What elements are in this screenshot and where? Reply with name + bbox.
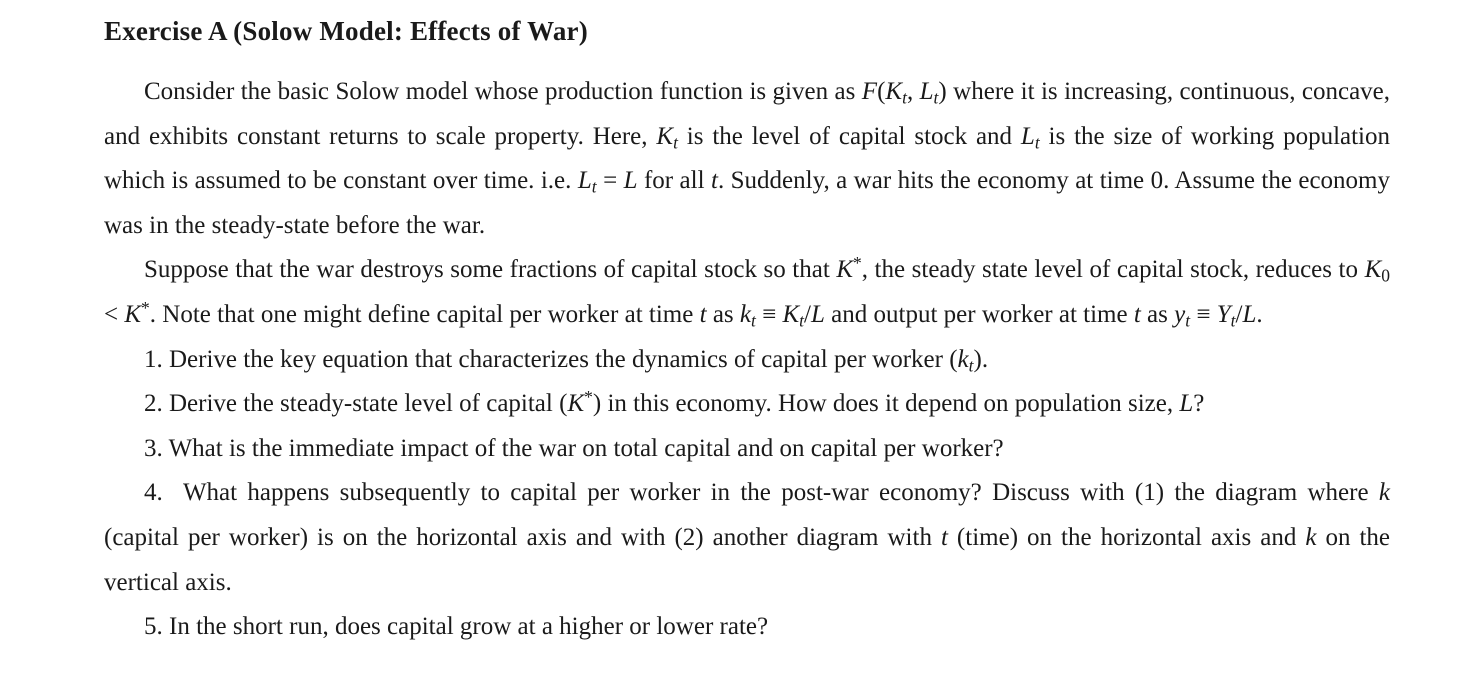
math-labor-constant: L: [577, 167, 592, 195]
question-item-5: 5. In the short run, does capital grow at a higher or lower rate?: [144, 613, 769, 641]
exercise-document: [104, 12, 1390, 650]
math-capital: K: [656, 122, 674, 150]
math-labor: L: [1020, 122, 1035, 150]
question-item-1: 1. Derive the key equation that characterizes the dynamics of capital per worker $(k_t)$.: [144, 345, 989, 375]
math-capital-per-worker: k: [739, 300, 751, 328]
question-item-4: 4. What happens subsequently to capital per worker in the post-war economy? Discuss with (1) the diagram where k (capital per worker) is on the horizontal axis and with (2) another diagram with t (time) on the horizontal axis and k on the vertical axis.: [104, 479, 1390, 596]
paragraph-model-setup: Consider the basic Solow model whose production function is given as $F(K_t$, $L_t$) where it is increasing, continuous, concave, and exhibits constant returns to scale property. Here, $K_t$ is the level of capital stock and $L_t$ is the size of working population which is assumed to be constant over time. i.e. $L_t = L$ for all t. Suddenly, a war hits the economy at time 0. Assume the economy was in the steady-state before the war.: [104, 78, 1391, 239]
math-output-per-worker: y: [1174, 300, 1186, 328]
question-item-3: 3. What is the immediate impact of the war on total capital and on capital per worker?: [144, 434, 1004, 462]
question-item-2: 2. Derive the steady-state level of capital (K*) in this economy. How does it depend on population size, L?: [144, 387, 1205, 418]
math-time: t: [710, 167, 718, 195]
paragraph-war-shock: Suppose that the war destroys some fractions of capital stock so that K*, the steady state level of capital stock, reduces to $K_0 < K^*$. Note that one might define capital per worker at time t as $k_t \equiv K_t/L$ and output per worker at time t as $y_t \equiv Y_t/L$.: [104, 253, 1390, 331]
math-production-function: F: [861, 78, 878, 105]
exercise-title: Exercise A (Solow Model: Effects of War): [104, 16, 588, 46]
math-initial-capital: K: [1364, 256, 1382, 284]
math-steady-state-capital: K: [836, 256, 853, 284]
